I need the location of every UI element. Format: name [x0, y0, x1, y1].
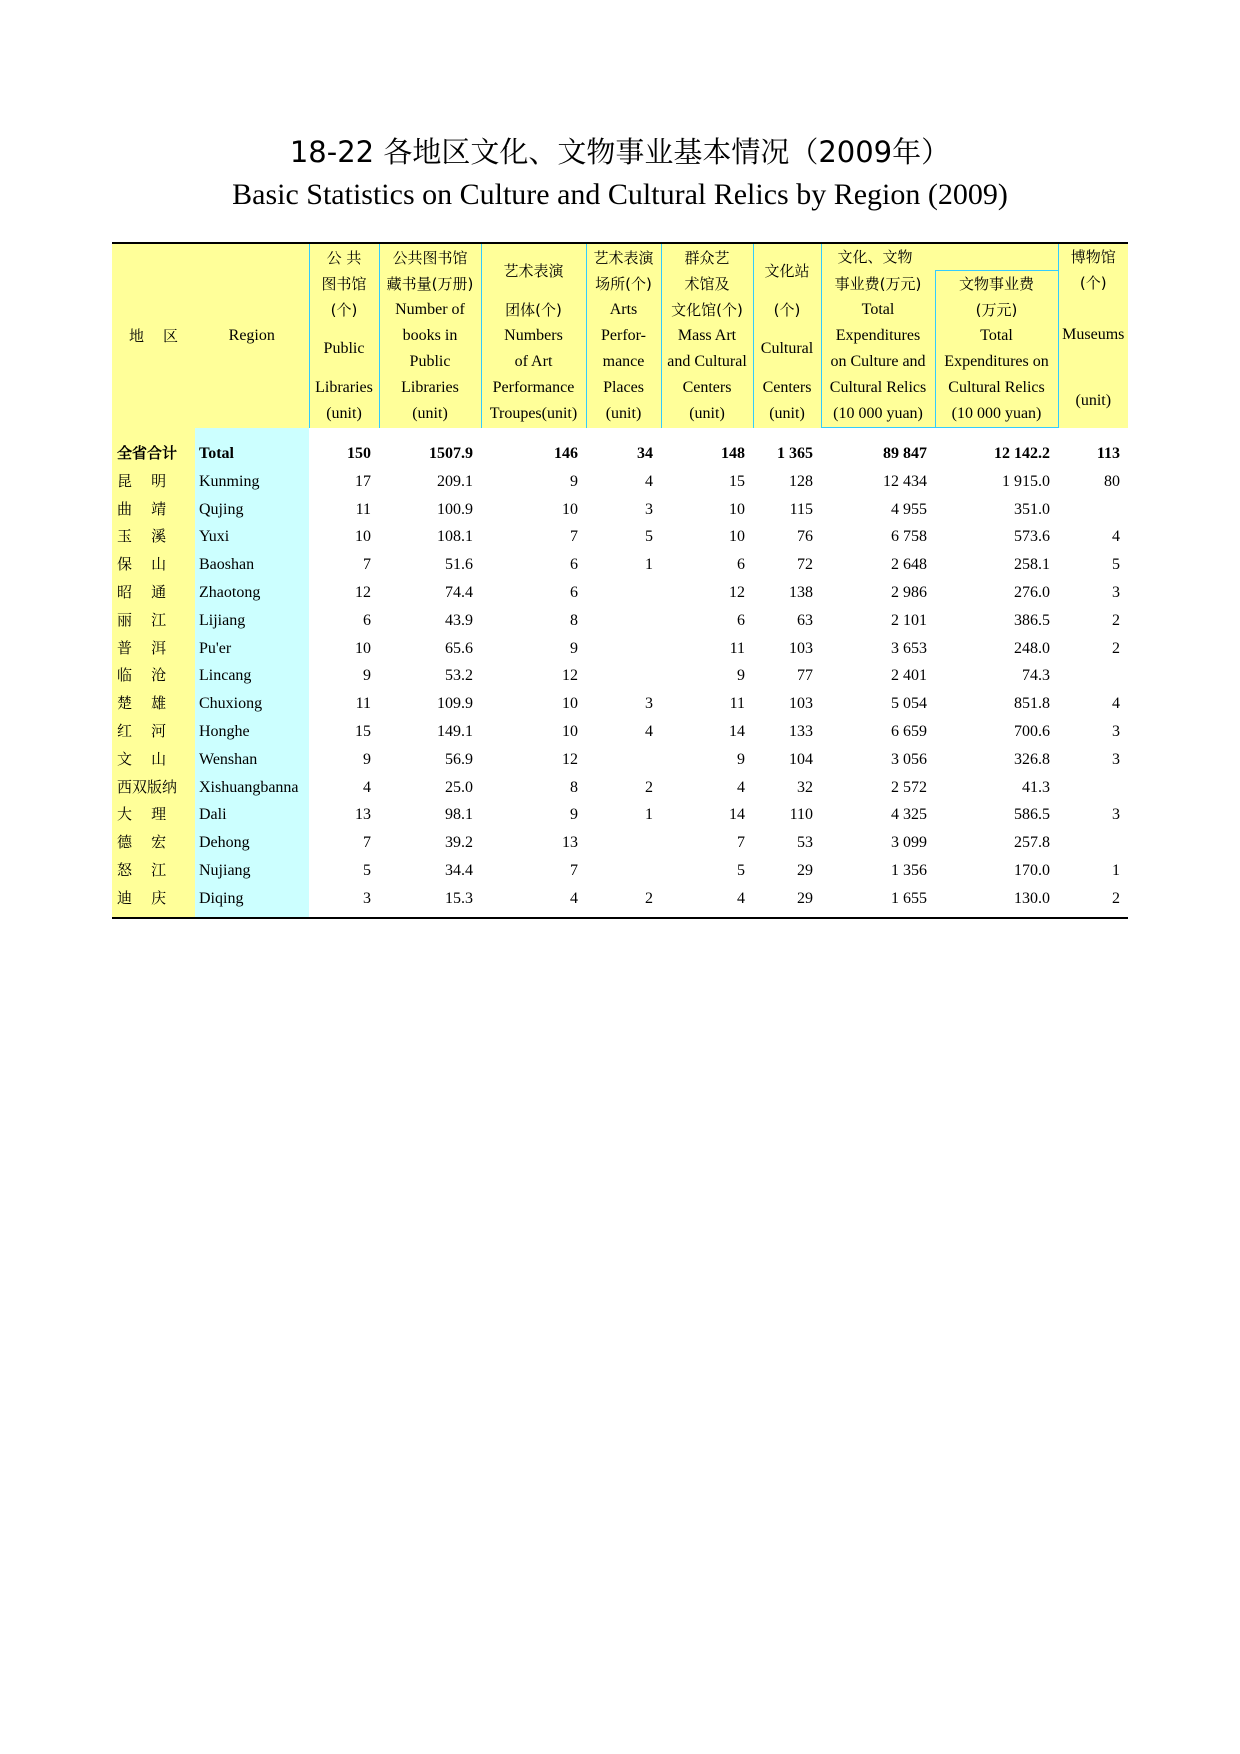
cell-value: 9	[363, 667, 371, 685]
statistics-table	[112, 242, 1128, 919]
cell-value: 11	[729, 695, 745, 713]
cell-value: 573.6	[1014, 528, 1051, 546]
cell-value: 4	[363, 778, 371, 796]
cell-value: 586.5	[1014, 806, 1051, 824]
cell-value: 4	[645, 722, 653, 740]
cell-value: 4	[661, 885, 753, 918]
cell-value: 3 099	[891, 834, 927, 852]
cell-value: 4	[481, 885, 586, 918]
cell-value: 14	[729, 806, 745, 824]
region-name-cn: 临 沧	[112, 662, 195, 690]
cell-value: 170.0	[1014, 861, 1051, 879]
region-name-cn: 丽 江	[112, 607, 195, 635]
cell-value: 13	[562, 834, 578, 852]
cell-value: 2 986	[891, 583, 927, 601]
cell-value: 9	[737, 750, 745, 768]
region-name-cn: 西双版纳	[112, 774, 195, 802]
header-region-en: Region	[195, 243, 309, 428]
cell-value: 1	[645, 556, 653, 574]
cell-value: 5	[1112, 556, 1121, 574]
cell-value: 110	[789, 806, 813, 824]
cell-value	[586, 829, 661, 857]
cell-value: 10	[729, 500, 745, 518]
region-name-cn: 普 洱	[112, 635, 195, 663]
cell-value: 1 915.0	[1002, 472, 1051, 490]
table-row	[112, 551, 1128, 579]
cell-value: 11	[729, 639, 745, 657]
cell-value: 15	[355, 722, 371, 740]
cell-value: 2 648	[891, 556, 927, 574]
table-row	[112, 885, 1128, 918]
cell-value: 128	[789, 472, 813, 490]
cell-value: 12	[562, 750, 578, 768]
region-name-en: Kunming	[195, 468, 309, 496]
cell-value: 103	[789, 639, 813, 657]
cell-value: 3	[1112, 583, 1121, 601]
cell-value: 851.8	[1014, 695, 1051, 713]
header-mass-art: 群众艺 术馆及 文化馆(个) Mass Art and Cultural Centers (unit)	[661, 243, 753, 428]
region-name-en: Chuxiong	[195, 690, 309, 718]
cell-value: 6	[363, 611, 371, 629]
region-name-en: Lijiang	[195, 607, 309, 635]
cell-value: 51.6	[445, 556, 473, 574]
cell-value: 113	[1096, 444, 1121, 462]
cell-value: 12 142.2	[994, 445, 1051, 462]
cell-value: 7	[570, 528, 578, 546]
cell-value: 103	[789, 695, 813, 713]
cell-value: 72	[797, 556, 813, 574]
cell-value	[586, 662, 661, 690]
cell-value: 351.0	[1014, 500, 1051, 518]
table-row	[112, 801, 1128, 829]
cell-value: 108.1	[437, 528, 473, 546]
cell-value: 1 356	[891, 861, 927, 879]
cell-value: 2	[1112, 611, 1121, 629]
cell-value: 6	[570, 583, 578, 601]
cell-value: 3	[645, 500, 653, 518]
cell-value	[1058, 829, 1128, 857]
cell-value: 10	[562, 500, 578, 518]
table-header	[112, 243, 1128, 428]
region-name-cn: 怒 江	[112, 857, 195, 885]
cell-value	[1058, 496, 1128, 524]
cell-value: 10	[562, 722, 578, 740]
region-name-cn: 昆 明	[112, 468, 195, 496]
table-row	[112, 774, 1128, 802]
cell-value: 4	[737, 778, 745, 796]
table-row	[112, 829, 1128, 857]
region-name-en: Diqing	[195, 885, 309, 918]
cell-value: 10	[729, 528, 745, 546]
header-expenditures-top: 文化、文物	[821, 243, 1058, 271]
cell-value	[586, 579, 661, 607]
cell-value: 5	[737, 861, 745, 879]
cell-value: 6	[737, 611, 745, 629]
cell-value: 1 365	[777, 444, 813, 462]
region-name-en: Dehong	[195, 829, 309, 857]
cell-value: 130.0	[935, 885, 1058, 918]
region-name-en: Honghe	[195, 718, 309, 746]
cell-value: 14	[729, 722, 745, 740]
cell-value: 7	[363, 556, 371, 574]
cell-value: 100.9	[437, 500, 473, 518]
cell-value: 2 401	[891, 667, 927, 685]
cell-value: 4	[1112, 695, 1121, 713]
table-row	[112, 579, 1128, 607]
cell-value: 13	[355, 806, 371, 824]
cell-value: 148	[721, 444, 745, 462]
cell-value: 12	[355, 583, 371, 601]
cell-value: 2	[645, 778, 653, 796]
cell-value: 5 054	[891, 695, 927, 713]
cell-value: 3	[645, 695, 653, 713]
cell-value: 104	[789, 750, 813, 768]
cell-value: 74.3	[1022, 667, 1051, 685]
cell-value: 5	[645, 528, 653, 546]
cell-value: 12	[562, 667, 578, 685]
cell-value: 3	[309, 885, 379, 918]
cell-value: 109.9	[437, 695, 473, 713]
table-row	[112, 496, 1128, 524]
cell-value: 7	[363, 834, 371, 852]
cell-value: 25.0	[445, 778, 473, 796]
cell-value: 29	[753, 885, 821, 918]
cell-value: 11	[355, 695, 371, 713]
cell-value: 209.1	[437, 472, 473, 490]
cell-value: 53	[797, 834, 813, 852]
region-name-en: Baoshan	[195, 551, 309, 579]
header-cultural-centers: 文化站 (个) Cultural Centers (unit)	[753, 243, 821, 428]
cell-value: 276.0	[1014, 583, 1051, 601]
cell-value: 9	[737, 667, 745, 685]
cell-value: 6 659	[891, 722, 927, 740]
region-name-cn: 玉 溪	[112, 523, 195, 551]
cell-value	[586, 857, 661, 885]
cell-value: 10	[355, 528, 371, 546]
cell-value: 29	[797, 861, 813, 879]
header-relics-expenditures: 文物事业费 (万元) Total Expenditures on Cultural Relics (10 000 yuan)	[935, 271, 1058, 428]
table-body	[112, 428, 1128, 918]
region-name-en: Xishuangbanna	[195, 774, 309, 802]
region-name-en: Total	[195, 428, 309, 468]
region-name-cn: 全省合计	[112, 428, 195, 468]
cell-value: 53.2	[445, 667, 473, 685]
cell-value: 10	[562, 695, 578, 713]
cell-value: 2	[1058, 885, 1128, 918]
header-libraries: 公 共 图书馆 (个) Public Libraries (unit)	[309, 243, 379, 428]
table-row	[112, 857, 1128, 885]
region-name-en: Zhaotong	[195, 579, 309, 607]
cell-value	[586, 607, 661, 635]
cell-value: 257.8	[1014, 834, 1051, 852]
cell-value: 11	[355, 500, 371, 518]
cell-value: 34	[637, 444, 653, 462]
cell-value: 3 653	[891, 639, 927, 657]
table-row-total	[112, 428, 1128, 468]
cell-value: 9	[570, 806, 578, 824]
cell-value: 6	[570, 556, 578, 574]
cell-value: 4	[645, 472, 653, 490]
cell-value: 386.5	[1014, 611, 1051, 629]
cell-value: 700.6	[1014, 722, 1051, 740]
region-name-cn: 德 宏	[112, 829, 195, 857]
cell-value: 3	[1112, 750, 1121, 768]
cell-value: 56.9	[445, 750, 473, 768]
cell-value: 1 655	[821, 885, 935, 918]
cell-value: 138	[789, 583, 813, 601]
region-name-cn: 大 理	[112, 801, 195, 829]
cell-value: 4	[1112, 528, 1121, 546]
table-row	[112, 607, 1128, 635]
region-name-en: Nujiang	[195, 857, 309, 885]
region-name-cn: 曲 靖	[112, 496, 195, 524]
cell-value: 8	[570, 611, 578, 629]
cell-value: 41.3	[1022, 778, 1051, 796]
cell-value: 12 434	[883, 472, 927, 490]
cell-value	[1058, 662, 1128, 690]
cell-value: 1	[645, 806, 653, 824]
region-name-en: Yuxi	[195, 523, 309, 551]
cell-value: 9	[363, 750, 371, 768]
region-name-en: Pu'er	[195, 635, 309, 663]
cell-value: 17	[355, 472, 371, 490]
cell-value: 65.6	[445, 639, 473, 657]
cell-value: 80	[1104, 472, 1121, 490]
cell-value: 76	[797, 528, 813, 546]
header-region-cn: 地 区	[112, 243, 195, 428]
region-name-cn: 迪 庆	[112, 885, 195, 918]
cell-value	[586, 746, 661, 774]
table-row	[112, 523, 1128, 551]
cell-value: 9	[570, 639, 578, 657]
cell-value: 15	[729, 472, 745, 490]
cell-value: 15.3	[379, 885, 481, 918]
page-title-en: Basic Statistics on Culture and Cultural Relics by Region (2009)	[232, 178, 1008, 211]
cell-value: 1507.9	[429, 444, 473, 462]
header-museums: 博物馆 (个) Museums (unit)	[1058, 243, 1128, 428]
cell-value: 6	[737, 556, 745, 574]
region-name-en: Lincang	[195, 662, 309, 690]
cell-value: 89 847	[883, 445, 927, 462]
cell-value: 39.2	[445, 834, 473, 852]
table-row	[112, 718, 1128, 746]
cell-value: 9	[570, 472, 578, 490]
header-books: 公共图书馆 藏书量(万册) Number of books in Public Libraries (unit)	[379, 243, 481, 428]
region-name-cn: 保 山	[112, 551, 195, 579]
table-row	[112, 662, 1128, 690]
region-name-en: Qujing	[195, 496, 309, 524]
region-name-cn: 红 河	[112, 718, 195, 746]
cell-value	[1058, 774, 1128, 802]
cell-value: 5	[363, 861, 371, 879]
cell-value: 4 325	[891, 806, 927, 824]
cell-value: 7	[737, 834, 745, 852]
cell-value: 32	[797, 778, 813, 796]
header-expenditures: 事业费(万元) Total Expenditures on Culture and Cultural Relics (10 000 yuan)	[821, 271, 935, 428]
cell-value: 63	[797, 611, 813, 629]
header-troupes: 艺术表演 团体(个) Numbers of Art Performance Troupes(unit)	[481, 243, 586, 428]
cell-value: 1	[1112, 861, 1121, 879]
cell-value: 133	[789, 722, 813, 740]
region-name-cn: 文 山	[112, 746, 195, 774]
cell-value: 8	[570, 778, 578, 796]
cell-value: 34.4	[445, 861, 473, 879]
cell-value: 2 101	[891, 611, 927, 629]
cell-value: 12	[729, 583, 745, 601]
region-name-en: Wenshan	[195, 746, 309, 774]
cell-value: 6 758	[891, 528, 927, 546]
cell-value: 146	[554, 444, 578, 462]
table-row	[112, 635, 1128, 663]
region-name-cn: 楚 雄	[112, 690, 195, 718]
header-places: 艺术表演 场所(个) Arts Perfor- mance Places (unit)	[586, 243, 661, 428]
table-row	[112, 746, 1128, 774]
cell-value: 149.1	[437, 722, 473, 740]
cell-value: 2 572	[891, 778, 927, 796]
cell-value: 258.1	[1014, 556, 1051, 574]
region-name-cn: 昭 通	[112, 579, 195, 607]
cell-value: 98.1	[445, 806, 473, 824]
cell-value: 248.0	[1014, 639, 1051, 657]
cell-value: 10	[355, 639, 371, 657]
cell-value: 77	[797, 667, 813, 685]
table-row	[112, 468, 1128, 496]
cell-value: 7	[570, 861, 578, 879]
cell-value: 326.8	[1014, 750, 1051, 768]
cell-value: 4 955	[891, 500, 927, 518]
cell-value: 3	[1112, 806, 1121, 824]
cell-value	[586, 635, 661, 663]
cell-value: 150	[347, 444, 371, 462]
cell-value: 2	[1112, 639, 1121, 657]
table-row	[112, 690, 1128, 718]
cell-value: 43.9	[445, 611, 473, 629]
cell-value: 115	[789, 500, 813, 518]
cell-value: 3 056	[891, 750, 927, 768]
region-name-en: Dali	[195, 801, 309, 829]
cell-value: 3	[1112, 722, 1121, 740]
cell-value: 74.4	[445, 583, 473, 601]
page-title-cn: 18-22 各地区文化、文物事业基本情况（2009年）	[289, 135, 951, 169]
cell-value: 2	[586, 885, 661, 918]
